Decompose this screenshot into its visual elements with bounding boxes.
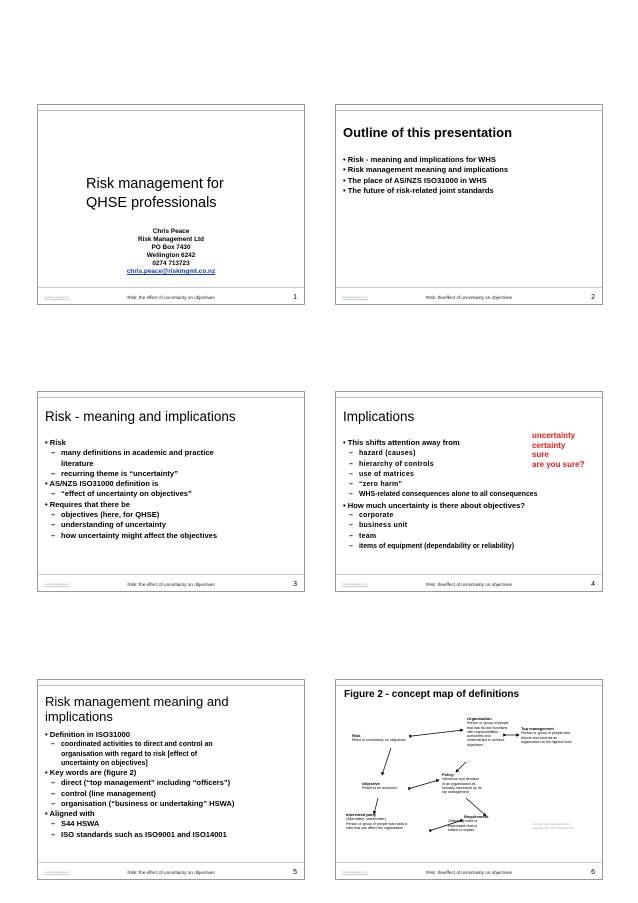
content-list: [45, 438, 300, 541]
concept-requirement: Requirement Obligatory need or expectation that is stated or implied: [448, 814, 489, 832]
bullet: • Definition in ISO31000: [45, 730, 300, 740]
slide-top-rule: [336, 110, 602, 111]
arrow-risk-organisation: [412, 730, 463, 736]
slide-top-rule: [38, 685, 304, 686]
sub-bullet: – items of equipment (dependability or reliability): [349, 542, 515, 550]
bullet: • Key words are (figure 2): [45, 768, 300, 778]
sub-bullet: – use of matrices: [349, 470, 415, 478]
arrow-objective-policy: [411, 780, 439, 788]
concept-objective: Objective Result to be achieved: [362, 781, 397, 791]
outline-list: [343, 155, 598, 196]
company-logo: riskmanagement: [44, 295, 69, 299]
author-pobox: PO Box 7430: [151, 244, 191, 251]
sub-bullet: – organisation (“business or undertaking” HSWA): [51, 798, 235, 808]
sub-bullet: – understanding of uncertainty: [51, 520, 167, 530]
sub-bullet: – ISO standards such as ISO9001 and ISO14001: [51, 829, 227, 839]
page-number: 4: [591, 581, 595, 588]
outline-item: • The place of AS/NZS ISO31000 in WHS: [343, 176, 598, 186]
footer-text: Risk: theeffect of uncertainty on objectives: [426, 582, 512, 587]
slide-1: [37, 104, 305, 305]
concept-risk: Risk Effect of uncertainty on objectives: [352, 733, 406, 743]
slide-5: [37, 679, 305, 880]
arrow-organisation-policy: [456, 762, 466, 772]
slide-3: [37, 391, 305, 592]
author-company: Risk Management Ltd: [137, 236, 205, 243]
bullet: • Aligned with: [45, 809, 300, 819]
company-logo: riskmanagement: [342, 870, 367, 874]
company-logo: riskmanagement: [44, 870, 69, 874]
sub-bullet: – “effect of uncertainty on objectives”: [51, 489, 192, 499]
concept-organisation: Organisation Person or group of people that has its own functions with responsibilities, authorities and relationships to achieve objectives: [467, 716, 509, 747]
bullet: • This shifts attention away from: [343, 438, 598, 448]
sub-bullet: – “zero harm”: [349, 481, 403, 489]
page-number: 6: [591, 869, 595, 876]
slide-footer: [336, 862, 602, 879]
concept-policy: Policy Intentions and direction of an organisation as formally expressed by its top management: [442, 772, 482, 795]
outline-item: • Risk - meaning and implications for WHS: [343, 155, 598, 165]
page-number: 3: [293, 581, 297, 588]
sub-bullet: – recurring theme is “uncertainty”: [51, 468, 178, 478]
sub-bullet: – hazard (causes): [349, 450, 416, 458]
sub-bullet: – WHS-related consequences alone to all consequences: [349, 491, 538, 499]
red-word-sure: sure: [532, 450, 549, 459]
sub-bullet: – corporate: [349, 512, 394, 520]
slide-top-rule: [38, 397, 304, 398]
bullet: • How much uncertainty is there about objectives?: [343, 501, 598, 511]
red-word-certainty: certainty: [532, 440, 566, 450]
sub-bullet: – team: [349, 532, 377, 540]
author-block: [38, 228, 304, 276]
slide-1-title: Risk management for QHSE professionals: [86, 176, 224, 211]
sub-bullet: – business unit: [349, 522, 408, 530]
footer-text: Risk: the effect of uncertainty on objectives: [127, 582, 215, 587]
bullet: • AS/NZS ISO31000 definition is: [45, 479, 300, 489]
author-email-link[interactable]: chris.peace@riskmgmt.co.nz: [126, 268, 216, 275]
sub-bullet: – hierarchy of controls: [349, 460, 434, 468]
company-logo: riskmanagement: [342, 295, 367, 299]
content-list: [45, 730, 300, 840]
bullet: • Requires that there be: [45, 500, 300, 510]
sub-bullet-continued: organisation with regard to risk [effect of: [61, 750, 198, 758]
author-city: Wellington 6242: [146, 252, 196, 259]
sub-bullet: – direct (“top management” including “officers”): [51, 778, 231, 788]
content-list: [343, 438, 598, 552]
outline-item: • Risk management meaning and implications: [343, 165, 598, 175]
company-logo: riskmanagement: [342, 582, 367, 586]
arrow-risk-objective: [382, 748, 391, 775]
footer-text: Risk: the effect of uncertainty on objectives: [127, 870, 215, 875]
outline-item: • The future of risk-related joint standards: [343, 186, 598, 196]
concept-interested-party: Interested party (Alternative: stakeholder) Person or group of people that holds a view that can affect the organisation: [346, 812, 408, 830]
slide-title: Figure 2 - concept map of definitions: [344, 689, 520, 700]
slide-title: Risk - meaning and implications: [45, 409, 236, 424]
sub-bullet: – S44 HSWA: [51, 819, 100, 829]
slide-footer: [38, 287, 304, 304]
slide-top-rule: [336, 397, 602, 398]
sub-bullet: – objectives (here, for QHSE): [51, 510, 160, 520]
slide-6: [335, 679, 603, 880]
sub-bullet: – coordinated activities to direct and control an: [51, 741, 213, 749]
sub-bullet-continued: literature: [61, 458, 94, 468]
sub-bullet: – many definitions in academic and practice: [51, 448, 214, 458]
slide-2: [335, 104, 603, 305]
slide-footer: [38, 574, 304, 591]
concept-map-note: Concept map with definitions Adapted from ISO/TS/Guide 83: [532, 822, 574, 830]
footer-text: Risk: theeffect of uncertainty on objectives: [426, 295, 512, 300]
slide-4: [335, 391, 603, 592]
slide-title: Outline of this presentation: [343, 125, 513, 140]
red-word-uncertainty: uncertainty: [532, 431, 576, 440]
sub-bullet: – how uncertainty might affect the objectives: [51, 530, 218, 540]
page-number: 1: [293, 294, 297, 301]
company-logo: riskmanagement: [44, 582, 69, 586]
slide-top-rule: [38, 110, 304, 111]
slide-footer: [38, 862, 304, 879]
bullet: • Risk: [45, 438, 300, 448]
footer-text: Risk: the effect of uncertainty on objectives: [127, 295, 215, 300]
footer-text: Risk: theeffect of uncertainty on objectives: [426, 870, 512, 875]
sub-bullet-continued: uncertainty on objectives]: [61, 759, 148, 767]
concept-top-management: Top management Person or group of people who directs and controls an organisation at the highest level: [521, 726, 572, 744]
slide-title: Risk management meaning and implications: [45, 694, 229, 724]
author-name: Chris Peace: [152, 228, 190, 235]
page-number: 2: [591, 294, 595, 301]
red-word-are-you-sure: are you sure?: [532, 459, 585, 469]
sub-bullet: – control (line management): [51, 788, 156, 798]
page-number: 5: [293, 869, 297, 876]
slide-footer: [336, 287, 602, 304]
slide-title: Implications: [343, 409, 415, 424]
slide-footer: [336, 574, 602, 591]
author-phone: 0274 713723: [152, 260, 190, 267]
